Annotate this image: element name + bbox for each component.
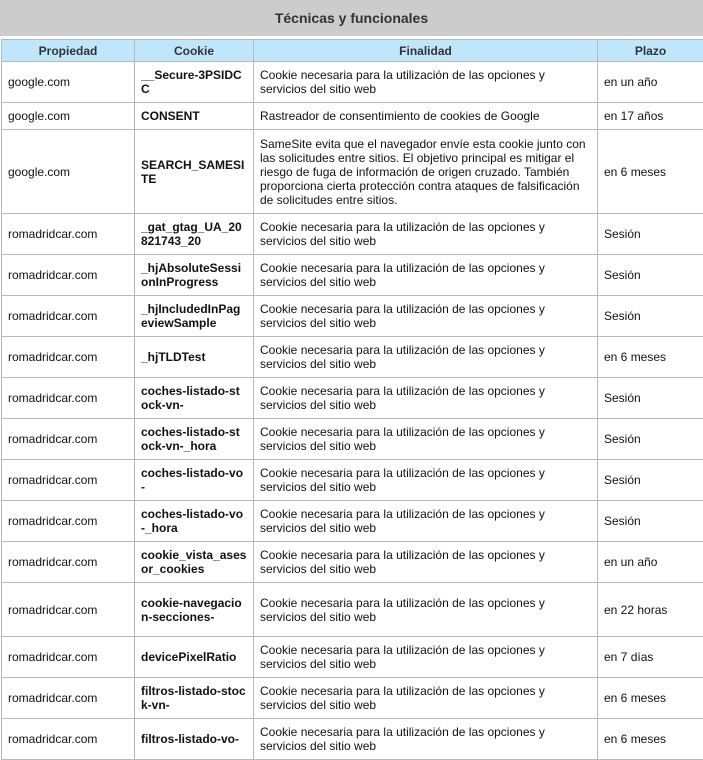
cookies-table — [1, 39, 703, 760]
cell-plazo: Sesión — [598, 214, 703, 255]
table-header-row — [2, 40, 703, 62]
header-plazo: Plazo — [598, 40, 703, 62]
cell-finalidad: Cookie necesaria para la utilización de las opciones y servicios del sitio web — [254, 460, 598, 501]
header-cookie: Cookie — [135, 40, 254, 62]
cell-plazo: en 7 días — [598, 637, 703, 678]
table-row — [2, 637, 703, 678]
cell-plazo: en un año — [598, 542, 703, 583]
cell-propiedad: romadridcar.com — [2, 337, 135, 378]
cell-finalidad: Cookie necesaria para la utilización de las opciones y servicios del sitio web — [254, 296, 598, 337]
cell-plazo: Sesión — [598, 296, 703, 337]
cell-cookie: filtros-listado-vo- — [135, 719, 254, 760]
section-title: Técnicas y funcionales — [0, 0, 703, 36]
cell-cookie: SEARCH_SAMESITE — [135, 130, 254, 214]
cell-cookie: coches-listado-stock-vn- — [135, 378, 254, 419]
cell-cookie: coches-listado-vo- — [135, 460, 254, 501]
cell-propiedad: romadridcar.com — [2, 378, 135, 419]
cell-finalidad: Cookie necesaria para la utilización de las opciones y servicios del sitio web — [254, 214, 598, 255]
table-row — [2, 583, 703, 637]
cell-cookie: filtros-listado-stock-vn- — [135, 678, 254, 719]
cell-finalidad: SameSite evita que el navegador envíe esta cookie junto con las solicitudes entre sitios. El objetivo principal es mitigar el riesgo de fuga de información de origen cruzado. También proporciona cierta protección contra ataques de falsificación de solicitudes entre sitios. — [254, 130, 598, 214]
cell-propiedad: romadridcar.com — [2, 637, 135, 678]
table-row — [2, 419, 703, 460]
cell-finalidad: Cookie necesaria para la utilización de las opciones y servicios del sitio web — [254, 337, 598, 378]
table-row — [2, 719, 703, 760]
table-row — [2, 296, 703, 337]
cell-plazo: Sesión — [598, 460, 703, 501]
cell-finalidad: Cookie necesaria para la utilización de las opciones y servicios del sitio web — [254, 501, 598, 542]
cell-cookie: cookie-navegacion-secciones- — [135, 583, 254, 637]
cell-cookie: cookie_vista_asesor_cookies — [135, 542, 254, 583]
cell-plazo: en 17 años — [598, 103, 703, 130]
cell-plazo: Sesión — [598, 255, 703, 296]
cell-propiedad: romadridcar.com — [2, 583, 135, 637]
cell-propiedad: romadridcar.com — [2, 678, 135, 719]
cell-propiedad: google.com — [2, 103, 135, 130]
cell-propiedad: romadridcar.com — [2, 296, 135, 337]
cell-plazo: en un año — [598, 62, 703, 103]
cell-propiedad: google.com — [2, 130, 135, 214]
cell-plazo: en 6 meses — [598, 678, 703, 719]
cell-propiedad: romadridcar.com — [2, 255, 135, 296]
table-row — [2, 678, 703, 719]
cell-propiedad: romadridcar.com — [2, 460, 135, 501]
cell-propiedad: romadridcar.com — [2, 501, 135, 542]
table-row — [2, 337, 703, 378]
table-row — [2, 130, 703, 214]
cell-finalidad: Cookie necesaria para la utilización de las opciones y servicios del sitio web — [254, 255, 598, 296]
cell-plazo: en 6 meses — [598, 130, 703, 214]
cell-finalidad: Cookie necesaria para la utilización de las opciones y servicios del sitio web — [254, 62, 598, 103]
table-row — [2, 378, 703, 419]
cell-finalidad: Cookie necesaria para la utilización de las opciones y servicios del sitio web — [254, 637, 598, 678]
table-row — [2, 62, 703, 103]
cell-cookie: __Secure-3PSIDCC — [135, 62, 254, 103]
cell-finalidad: Cookie necesaria para la utilización de las opciones y servicios del sitio web — [254, 542, 598, 583]
cell-propiedad: google.com — [2, 62, 135, 103]
table-row — [2, 255, 703, 296]
table-row — [2, 214, 703, 255]
cell-cookie: _hjAbsoluteSessionInProgress — [135, 255, 254, 296]
header-propiedad: Propiedad — [2, 40, 135, 62]
cell-cookie: coches-listado-vo-_hora — [135, 501, 254, 542]
cell-propiedad: romadridcar.com — [2, 719, 135, 760]
cell-cookie: _gat_gtag_UA_20821743_20 — [135, 214, 254, 255]
cell-plazo: en 22 horas — [598, 583, 703, 637]
cell-plazo: en 6 meses — [598, 337, 703, 378]
cell-propiedad: romadridcar.com — [2, 214, 135, 255]
cell-plazo: Sesión — [598, 501, 703, 542]
table-row — [2, 103, 703, 130]
cell-cookie: devicePixelRatio — [135, 637, 254, 678]
cell-cookie: _hjTLDTest — [135, 337, 254, 378]
table-row — [2, 542, 703, 583]
cell-plazo: en 6 meses — [598, 719, 703, 760]
cell-cookie: CONSENT — [135, 103, 254, 130]
cell-finalidad: Cookie necesaria para la utilización de las opciones y servicios del sitio web — [254, 378, 598, 419]
cell-cookie: coches-listado-stock-vn-_hora — [135, 419, 254, 460]
cell-cookie: _hjIncludedInPageviewSample — [135, 296, 254, 337]
header-finalidad: Finalidad — [254, 40, 598, 62]
cell-propiedad: romadridcar.com — [2, 542, 135, 583]
cell-propiedad: romadridcar.com — [2, 419, 135, 460]
cell-finalidad: Cookie necesaria para la utilización de las opciones y servicios del sitio web — [254, 419, 598, 460]
cell-plazo: Sesión — [598, 378, 703, 419]
table-row — [2, 460, 703, 501]
cell-finalidad: Rastreador de consentimiento de cookies de Google — [254, 103, 598, 130]
cell-finalidad: Cookie necesaria para la utilización de las opciones y servicios del sitio web — [254, 583, 598, 637]
cell-finalidad: Cookie necesaria para la utilización de las opciones y servicios del sitio web — [254, 719, 598, 760]
cell-finalidad: Cookie necesaria para la utilización de las opciones y servicios del sitio web — [254, 678, 598, 719]
cell-plazo: Sesión — [598, 419, 703, 460]
table-row — [2, 501, 703, 542]
